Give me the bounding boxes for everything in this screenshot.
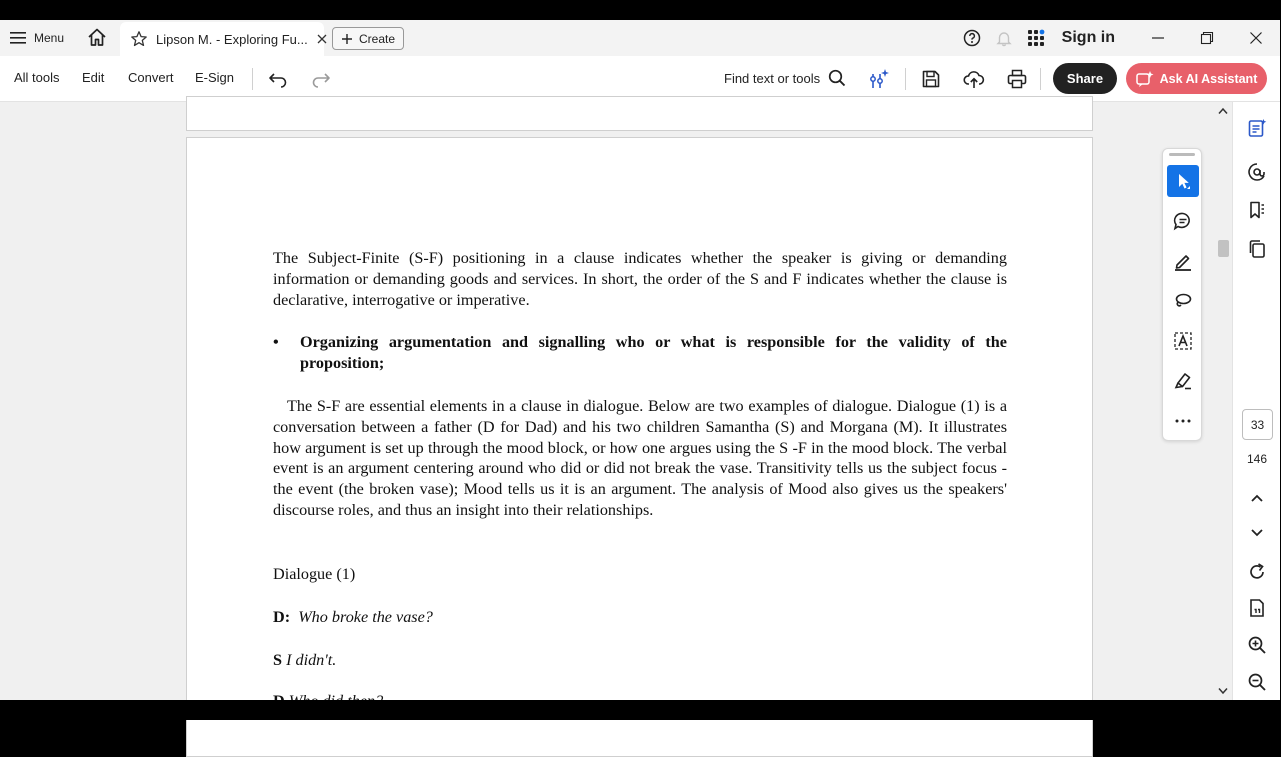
text-box-tool-button[interactable] [1167, 325, 1199, 357]
menu-label: Menu [34, 31, 65, 45]
create-label: Create [359, 31, 396, 46]
undo-button[interactable] [266, 67, 290, 91]
pages-panel-button[interactable] [1245, 237, 1269, 261]
star-icon[interactable] [130, 30, 148, 48]
select-tool-button[interactable] [1167, 165, 1199, 197]
esign-menu[interactable]: E-Sign [195, 70, 235, 85]
dialogue-speaker: D: [273, 608, 291, 626]
document-viewport[interactable] [0, 102, 1232, 700]
notifications-button[interactable] [988, 20, 1020, 56]
printer-icon [1007, 69, 1027, 89]
create-button[interactable] [332, 27, 404, 50]
find-label: Find text or tools [724, 70, 821, 86]
minimize-icon [1151, 31, 1165, 45]
paragraph: The S-F are essential elements in a clause in dialogue. Below are two examples of dialogue. Dialogue (1) is a conversation between a father (D for Dad) and his two children Samantha (S) and Morgana (M). It illustrates how argument is set up through the mood block, or how one argues using the S -F in the mood block. The verbal event is an argument centering around who did or did not break the vase. Transitivity tells us the subject focus - the event (the broken vase); Mood tells us it is an argument. The analysis of Mood also gives us the speakers' discourse roles, and thus an insight into their relationships. [273, 397, 1007, 519]
right-side-panel [1232, 102, 1280, 700]
freehand-tool-button[interactable] [1167, 285, 1199, 317]
save-icon [921, 69, 941, 89]
title-bar [0, 20, 1280, 56]
rail-drag-handle[interactable] [1169, 153, 1195, 156]
current-page-input[interactable]: 33 [1242, 409, 1273, 440]
find-tools-button[interactable] [724, 69, 846, 87]
document-edit-icon [1247, 118, 1267, 138]
sliders-sparkle-icon [868, 68, 890, 90]
fill-sign-tool-button[interactable] [1167, 365, 1199, 397]
paragraph: The Subject-Finite (S-F) positioning in a clause indicates whether the speaker is giving or demanding information or demanding goods and services. In short, the order of the S and F indicates whether the clause is declarative, interrogative or imperative. [273, 249, 1007, 309]
home-icon [86, 26, 108, 48]
quick-tools-rail [1162, 148, 1202, 441]
search-icon [828, 69, 846, 87]
redo-button[interactable] [309, 67, 333, 91]
tab-title: Lipson M. - Exploring Fu... [156, 31, 308, 47]
taskbar-strip [0, 700, 1280, 720]
copy-pages-icon [1247, 239, 1267, 259]
toolbar-divider [1040, 68, 1041, 90]
all-tools-menu[interactable]: All tools [14, 70, 60, 85]
scroll-thumb[interactable] [1218, 240, 1229, 257]
more-icon [1174, 418, 1192, 424]
bookmark-icon [1247, 200, 1267, 220]
close-icon [1249, 31, 1263, 45]
pen-icon [1173, 251, 1193, 271]
help-icon [963, 29, 981, 47]
comment-icon [1173, 211, 1193, 231]
previous-page-button[interactable] [1245, 486, 1269, 510]
draw-tool-button[interactable] [1167, 245, 1199, 277]
dialogue-title: Dialogue (1) [273, 565, 356, 583]
scroll-up-arrow[interactable] [1218, 106, 1228, 116]
zoom-out-icon [1247, 672, 1267, 692]
document-tab[interactable] [120, 22, 324, 56]
text-box-icon [1173, 331, 1193, 351]
previous-page [186, 96, 1093, 131]
dialogue-line [273, 650, 336, 670]
minimize-button[interactable] [1133, 20, 1182, 56]
more-tools-button[interactable] [1167, 405, 1199, 437]
rotate-button[interactable] [1245, 560, 1269, 584]
restore-icon [1200, 31, 1214, 45]
edit-menu[interactable]: Edit [82, 70, 105, 85]
dialogue-text: I didn't. [286, 651, 337, 669]
share-button[interactable]: Share [1053, 63, 1117, 94]
plus-icon [341, 33, 353, 45]
ask-ai-assistant-button[interactable] [1126, 63, 1267, 94]
highlighter-icon [1173, 371, 1193, 391]
convert-menu[interactable]: Convert [128, 70, 174, 85]
dialogue-speaker: S [273, 651, 283, 669]
bell-icon [995, 29, 1013, 47]
total-pages: 146 [1246, 452, 1268, 466]
toolbar-divider [252, 68, 253, 90]
fit-page-button[interactable] [1245, 596, 1269, 620]
ai-assistant-icon [1136, 71, 1154, 87]
save-button[interactable] [919, 67, 943, 91]
scroll-down-arrow[interactable] [1218, 686, 1228, 696]
edit-panel-button[interactable] [1245, 116, 1269, 140]
comment-tool-button[interactable] [1167, 205, 1199, 237]
bullet-heading: Organizing argumentation and signalling who or what is responsible for the validity of the proposition; [300, 333, 1007, 372]
bullet-item [273, 332, 1007, 374]
toolbar-divider [905, 68, 906, 90]
chevron-up-icon [1218, 107, 1228, 115]
home-button[interactable] [86, 26, 110, 50]
close-tab-icon[interactable] [316, 33, 328, 45]
chevron-down-icon [1250, 528, 1264, 538]
pdf-page [186, 137, 1093, 757]
next-page-button[interactable] [1245, 521, 1269, 545]
cursor-icon [1174, 172, 1192, 190]
at-comment-icon [1247, 162, 1267, 182]
lasso-icon [1173, 291, 1193, 311]
chevron-down-icon [1218, 687, 1228, 695]
sign-in-link[interactable]: Sign in [1061, 29, 1115, 46]
close-window-button[interactable] [1231, 20, 1280, 56]
apps-button[interactable] [1020, 20, 1052, 56]
zoom-in-button[interactable] [1245, 633, 1269, 657]
chevron-up-icon [1250, 493, 1264, 503]
vertical-scrollbar[interactable] [1214, 102, 1232, 700]
comments-panel-button[interactable] [1245, 160, 1269, 184]
ask-ai-label: Ask AI Assistant [1159, 71, 1258, 86]
apps-grid-icon [1027, 29, 1045, 47]
help-button[interactable] [956, 20, 988, 56]
upload-button[interactable] [962, 67, 986, 91]
dialogue-text: Who broke the vase? [298, 608, 433, 626]
bookmarks-panel-button[interactable] [1245, 198, 1269, 222]
dialogue-line [273, 607, 433, 627]
zoom-out-button[interactable] [1245, 670, 1269, 694]
hamburger-icon [10, 31, 26, 45]
bullet-symbol: • [273, 333, 279, 351]
undo-icon [268, 71, 288, 87]
print-button[interactable] [1005, 67, 1029, 91]
restore-button[interactable] [1182, 20, 1231, 56]
redo-icon [311, 71, 331, 87]
ai-tools-button[interactable] [867, 67, 891, 91]
rotate-icon [1247, 562, 1267, 582]
cloud-upload-icon [963, 69, 985, 89]
fit-page-icon [1247, 598, 1267, 618]
menu-button[interactable] [10, 26, 64, 50]
zoom-in-icon [1247, 635, 1267, 655]
